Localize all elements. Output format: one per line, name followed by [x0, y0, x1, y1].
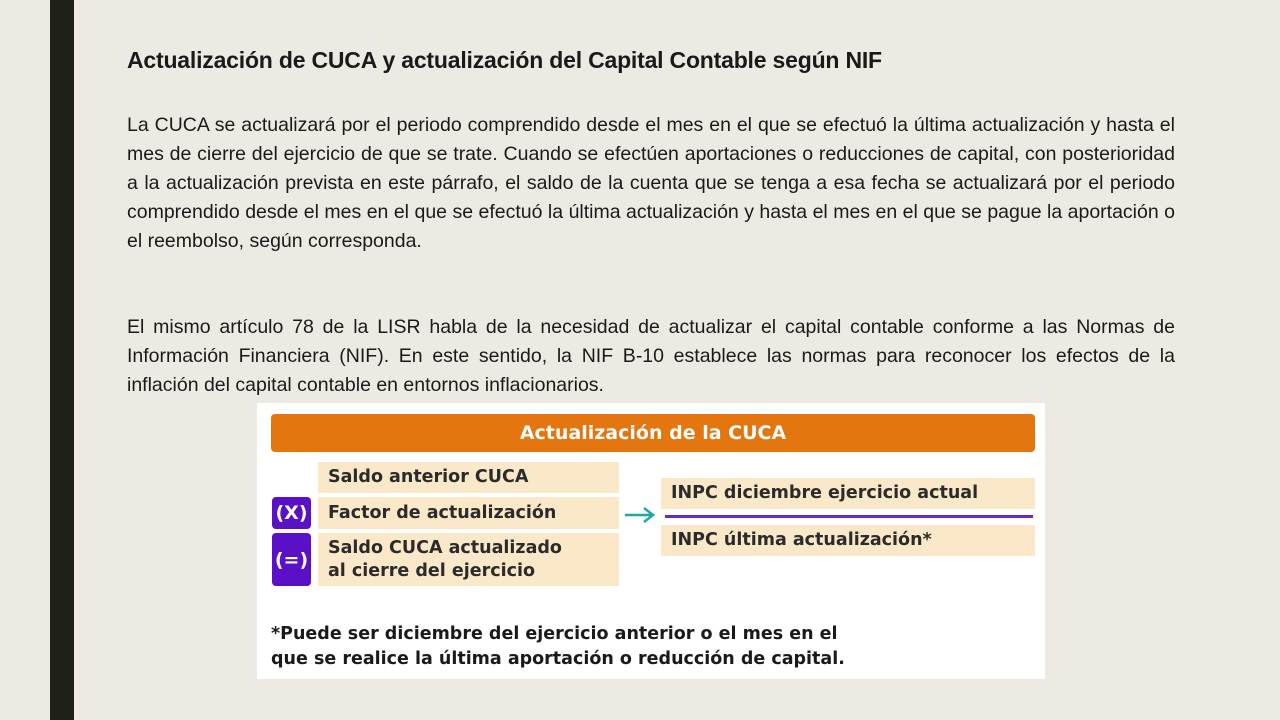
- left-accent-bar: [50, 0, 74, 720]
- slide-title: Actualización de CUCA y actualización del Capital Contable según NIF: [127, 47, 882, 73]
- cuca-formula-figure: [257, 403, 1045, 679]
- fraction-line: [665, 515, 1033, 518]
- multiply-operator: (X): [272, 497, 311, 529]
- arrow-right-icon: [623, 502, 657, 528]
- figure-header: Actualización de la CUCA: [271, 414, 1035, 452]
- footnote: *Puede ser diciembre del ejercicio anterior o el mes en el que se realice la última aportación o reducción de capital.: [271, 624, 845, 669]
- numerator-box: INPC diciembre ejercicio actual: [661, 478, 1035, 509]
- equals-operator: (=): [272, 533, 311, 586]
- saldo-anterior-box: Saldo anterior CUCA: [318, 462, 619, 493]
- denominator-box: INPC última actualización*: [661, 525, 1035, 556]
- paragraph-nif: El mismo artículo 78 de la LISR habla de la necesidad de actualizar el capital contable conforme a las Normas de Información Financiera (NIF). En este sentido, la NIF B-10 establece las normas para reconocer los efectos de la inflación del capital contable en entornos inflacionarios.: [127, 316, 1175, 396]
- paragraph-cuca: La CUCA se actualizará por el periodo comprendido desde el mes en el que se efectuó la última actualización y hasta el mes de cierre del ejercicio de que se trate. Cuando se efectúen aportaciones o reducciones de capital, con posterioridad a la actualización prevista en este párrafo, el saldo de la cuenta que se tenga a esa fecha se actualizará por el periodo comprendido desde el mes en el que se efectuó la última actualización y hasta el mes en el que se pague la aportación o el reembolso, según corresponda.: [127, 114, 1175, 252]
- factor-box: Factor de actualización: [318, 497, 619, 529]
- saldo-actualizado-box: Saldo CUCA actualizado al cierre del ejercicio: [318, 533, 619, 586]
